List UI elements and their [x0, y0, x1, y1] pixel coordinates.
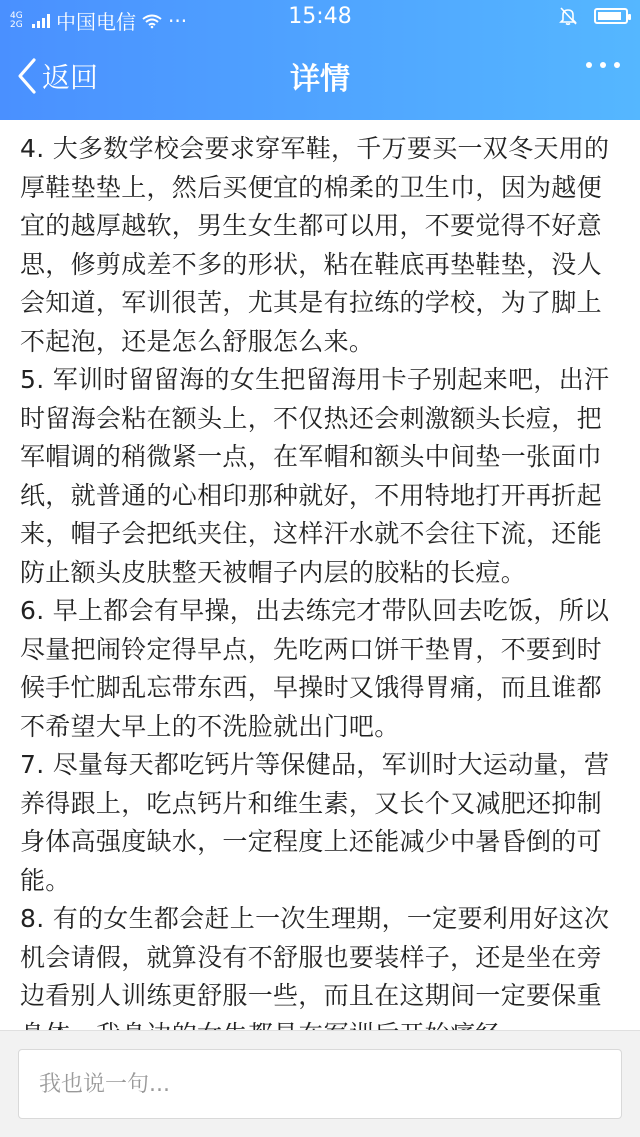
top-bar	[0, 0, 640, 120]
status-time: 15:48	[288, 4, 352, 29]
comment-input[interactable]	[18, 1049, 622, 1119]
back-label: 返回	[42, 61, 99, 94]
status-right	[558, 6, 628, 26]
battery-icon	[594, 8, 628, 24]
article-paragraph: 4. 大多数学校会要求穿军鞋，千万要买一双冬天用的厚鞋垫垫上，然后买便宜的棉柔的卫生巾，因为越便宜的越厚越软，男生女生都可以用，不要觉得不好意思，修剪成差不多的形状，粘在鞋底再垫鞋垫，没人会知道，军训很苦，尤其是有拉练的学校，为了脚上不起泡，还是怎么舒服怎么来。	[20, 134, 610, 356]
status-bar	[0, 0, 640, 36]
nav-bar	[0, 36, 640, 120]
article-paragraph: 5. 军训时留留海的女生把留海用卡子别起来吧，出汗时留海会粘在额头上，不仅热还会刺激额头长痘，把军帽调的稍微紧一点，在军帽和额头中间垫一张面巾纸，就普通的心相印那种就好，不用特地打开再折起来，帽子会把纸夹住，这样汗水就不会往下流，还能防止额头皮肤整天被帽子内层的胶粘的长痘。	[20, 365, 610, 587]
dot-icon	[614, 62, 620, 68]
content-scroll-area[interactable]	[0, 120, 640, 1030]
article-paragraph: 6. 早上都会有早操，出去练完才带队回去吃饭，所以尽量把闹铃定得早点，先吃两口饼干垫胃，不要到时候手忙脚乱忘带东西，早操时又饿得胃痛，而且谁都不希望大早上的不洗脸就出门吧。	[20, 596, 610, 741]
battery-level	[598, 12, 621, 20]
page-title: 详情	[290, 62, 350, 97]
status-more-dots: ···	[168, 8, 188, 33]
article-paragraph: 7. 尽量每天都吃钙片等保健品，军训时大运动量，营养得跟上，吃点钙片和维生素，又长个又减肥还抑制身体高强度缺水，一定程度上还能减少中暑昏倒的可能。	[20, 750, 610, 895]
mute-bell-icon	[558, 6, 578, 26]
more-options-button[interactable]	[586, 62, 620, 68]
article-paragraph: 8. 有的女生都会赶上一次生理期，一定要利用好这次机会请假，就算没有不舒服也要装样子，还是坐在旁边看别人训练更舒服一些，而且在这期间一定要保重	[20, 904, 610, 1010]
article-body	[0, 120, 640, 1054]
carrier-label: 中国电信	[56, 10, 136, 34]
comment-bar	[0, 1030, 640, 1137]
dot-icon	[600, 62, 606, 68]
network-badge-top: 4G	[10, 10, 23, 21]
network-badge-bottom: 2G	[10, 19, 23, 30]
dot-icon	[586, 62, 592, 68]
